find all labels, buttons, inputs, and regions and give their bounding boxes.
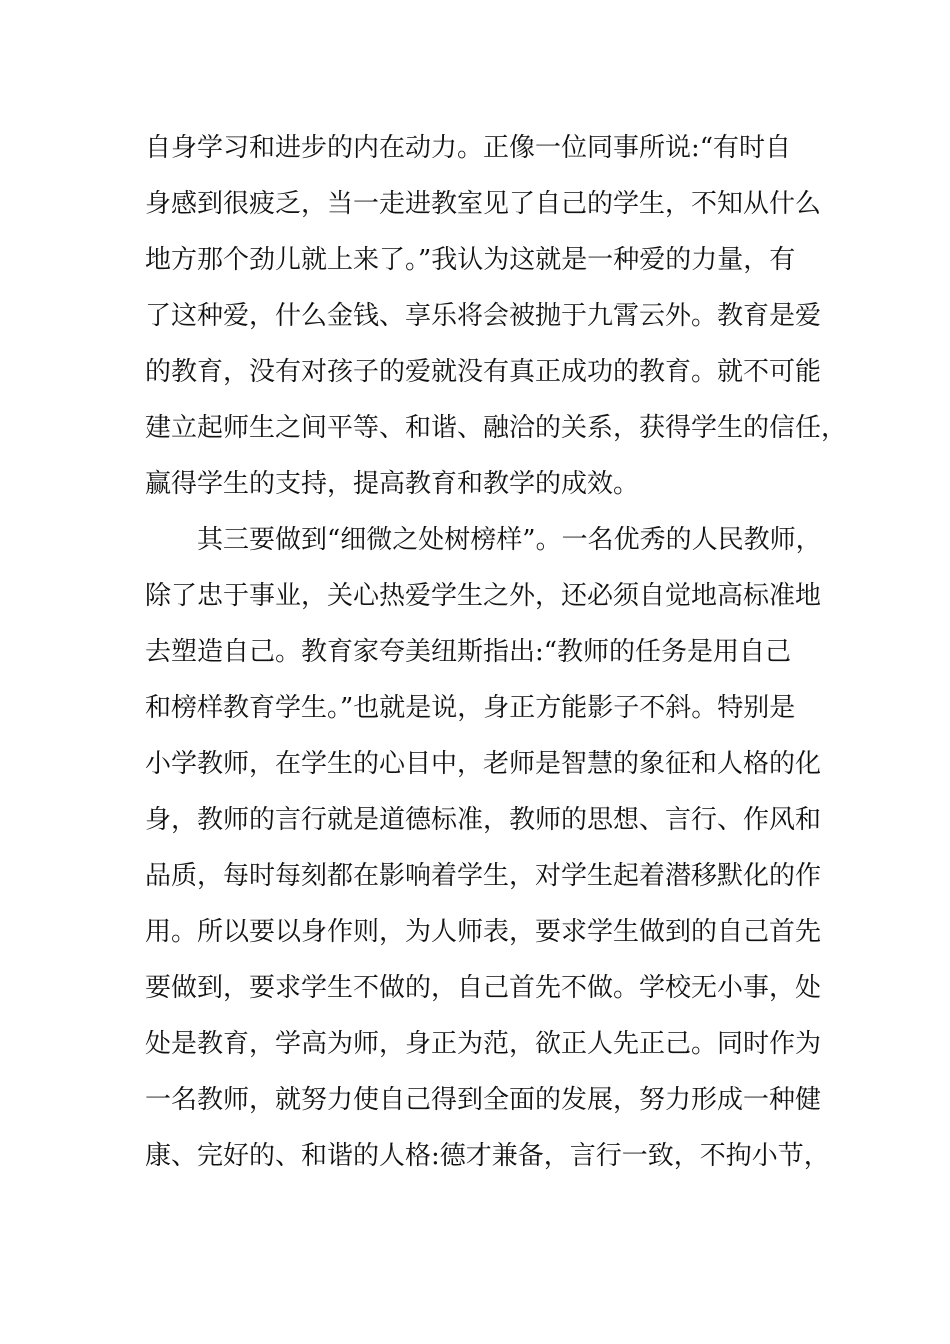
text-line: 康、完好的、和谐的人格:德才兼备，言行一致，不拘小节， — [145, 1141, 830, 1171]
text-line: 要做到，要求学生不做的，自己首先不做。学校无小事，处 — [145, 973, 822, 1003]
text-line: 小学教师，在学生的心目中，老师是智慧的象征和人格的化 — [145, 749, 822, 779]
paragraph-2 — [145, 512, 830, 1240]
text-line — [145, 1184, 825, 1240]
text-line: 去塑造自己。教育家夸美纽斯指出:“教师的任务是用自己 — [145, 637, 792, 667]
paragraph-1 — [145, 120, 848, 512]
text-line: 除了忠于事业，关心热爱学生之外，还必须自觉地高标准地 — [145, 581, 822, 611]
text-line: 身感到很疲乏，当一走进教室见了自己的学生，不知从什么 — [145, 189, 822, 219]
text-line: 用。所以要以身作则，为人师表，要求学生做到的自己首先 — [145, 917, 822, 947]
text-line: 的教育，没有对孩子的爱就没有真正成功的教育。就不可能 — [145, 357, 822, 387]
text-line: 身，教师的言行就是道德标准，教师的思想、言行、作风和 — [145, 805, 822, 835]
text-line: 自身学习和进步的内在动力。正像一位同事所说:“有时自 — [145, 133, 792, 163]
text-line: 赢得学生的支持，提高教育和教学的成效。 — [145, 469, 640, 499]
body-text — [145, 120, 848, 1240]
text-line: 一名教师，就努力使自己得到全面的发展，努力形成一种健 — [145, 1085, 822, 1115]
text-line: 和榜样教育学生。”也就是说，身正方能影子不斜。特别是 — [145, 693, 796, 723]
text-line: 建立起师生之间平等、和谐、融洽的关系，获得学生的信任， — [145, 413, 848, 443]
text-line: 地方那个劲儿就上来了。”我认为这就是一种爱的力量，有 — [145, 245, 796, 275]
text-line: 处是教育，学高为师，身正为范，欲正人先正己。同时作为 — [145, 1029, 822, 1059]
text-line: 品质，每时每刻都在影响着学生，对学生起着潜移默化的作 — [145, 861, 822, 891]
text-line: 了这种爱，什么金钱、享乐将会被抛于九霄云外。教育是爱 — [145, 301, 822, 331]
text-line-indented: 其三要做到“细微之处树榜样”。一名优秀的人民教师， — [197, 525, 822, 555]
